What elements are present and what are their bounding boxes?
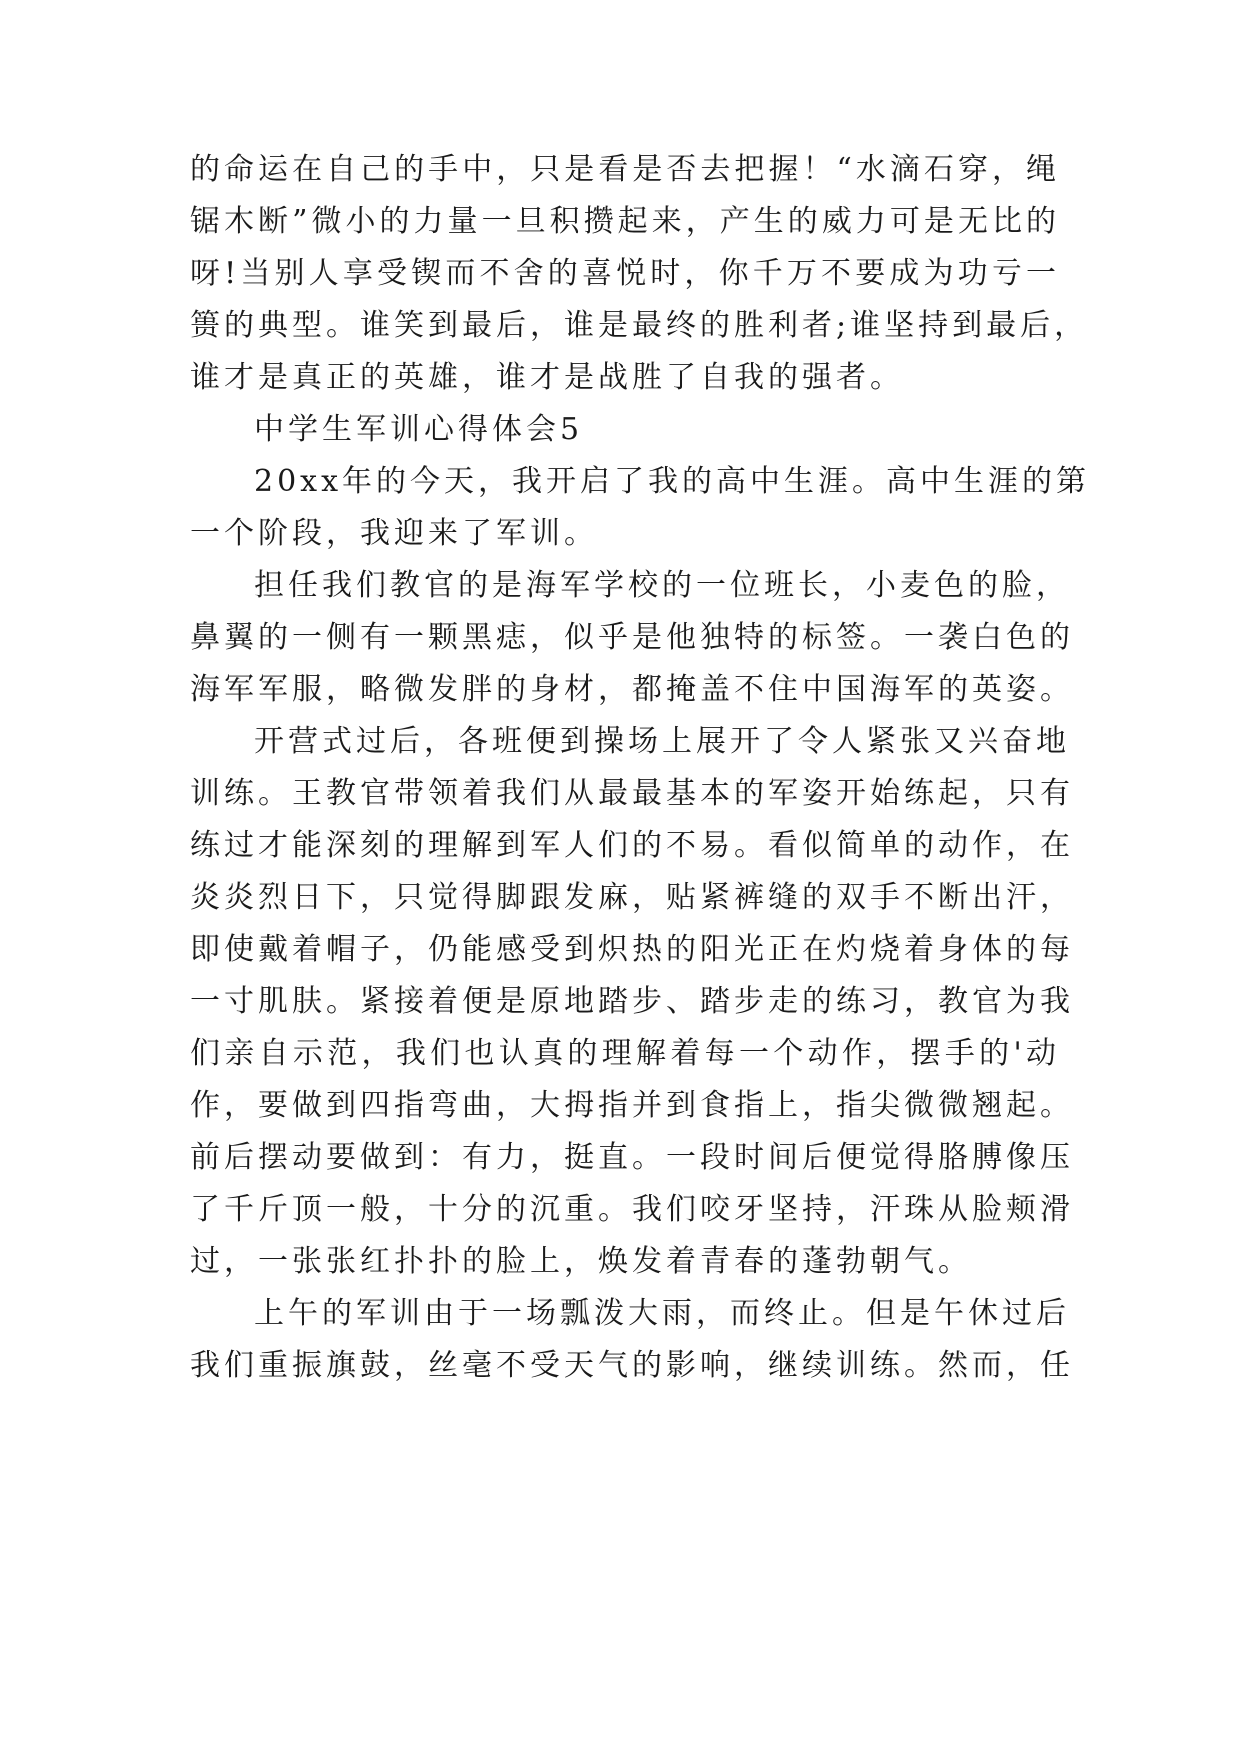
paragraph-line: 海军军服，略微发胖的身材，都掩盖不住中国海军的英姿。 — [190, 672, 1074, 707]
paragraph-line: 们亲自示范，我们也认真的理解着每一个动作，摆手的'动 — [190, 1036, 1060, 1071]
paragraph-line: 上午的军训由于一场瓢泼大雨，而终止。但是午休过后 — [254, 1296, 1070, 1331]
paragraph-line: 鼻翼的一侧有一颗黑痣，似乎是他独特的标签。一袭白色的 — [190, 620, 1074, 655]
paragraph-line: 一个阶段，我迎来了军训。 — [190, 516, 598, 551]
paragraph-line: 即使戴着帽子，仍能感受到炽热的阳光正在灼烧着身体的每 — [190, 932, 1074, 967]
paragraph-line: 一寸肌肤。紧接着便是原地踏步、踏步走的练习，教官为我 — [190, 984, 1074, 1019]
paragraph-line: 我们重振旗鼓，丝毫不受天气的影响，继续训练。然而，任 — [190, 1348, 1074, 1383]
paragraph-line: 训练。王教官带领着我们从最最基本的军姿开始练起，只有 — [190, 776, 1074, 811]
paragraph-line: 了千斤顶一般，十分的沉重。我们咬牙坚持，汗珠从脸颊滑 — [190, 1192, 1074, 1227]
paragraph-line: 担任我们教官的是海军学校的一位班长，小麦色的脸， — [254, 568, 1070, 603]
paragraph-line: 作，要做到四指弯曲，大拇指并到食指上，指尖微微翘起。 — [190, 1088, 1074, 1123]
paragraph-line: 篑的典型。谁笑到最后，谁是最终的胜利者;谁坚持到最后， — [190, 308, 1089, 343]
paragraph-line: 练过才能深刻的理解到军人们的不易。看似简单的动作，在 — [190, 828, 1074, 863]
section-heading: 中学生军训心得体会5 — [254, 412, 584, 447]
paragraph-line: 过，一张张红扑扑的脸上，焕发着青春的蓬勃朝气。 — [190, 1244, 972, 1279]
paragraph-line: 谁才是真正的英雄，谁才是战胜了自我的强者。 — [190, 360, 904, 395]
paragraph-line: 炎炎烈日下，只觉得脚跟发麻，贴紧裤缝的双手不断出汗， — [190, 880, 1074, 915]
paragraph-line: 的命运在自己的手中，只是看是否去把握！“水滴石穿，绳 — [190, 152, 1060, 187]
paragraph-line: 锯木断”微小的力量一旦积攒起来，产生的威力可是无比的 — [190, 204, 1060, 239]
paragraph-line: 开营式过后，各班便到操场上展开了令人紧张又兴奋地 — [254, 724, 1070, 759]
paragraph-line: 呀!当别人享受锲而不舍的喜悦时，你千万不要成为功亏一 — [190, 256, 1060, 291]
paragraph-line: 20xx年的今天，我开启了我的高中生涯。高中生涯的第 — [254, 464, 1091, 499]
paragraph-line: 前后摆动要做到：有力，挺直。一段时间后便觉得胳膊像压 — [190, 1140, 1074, 1175]
